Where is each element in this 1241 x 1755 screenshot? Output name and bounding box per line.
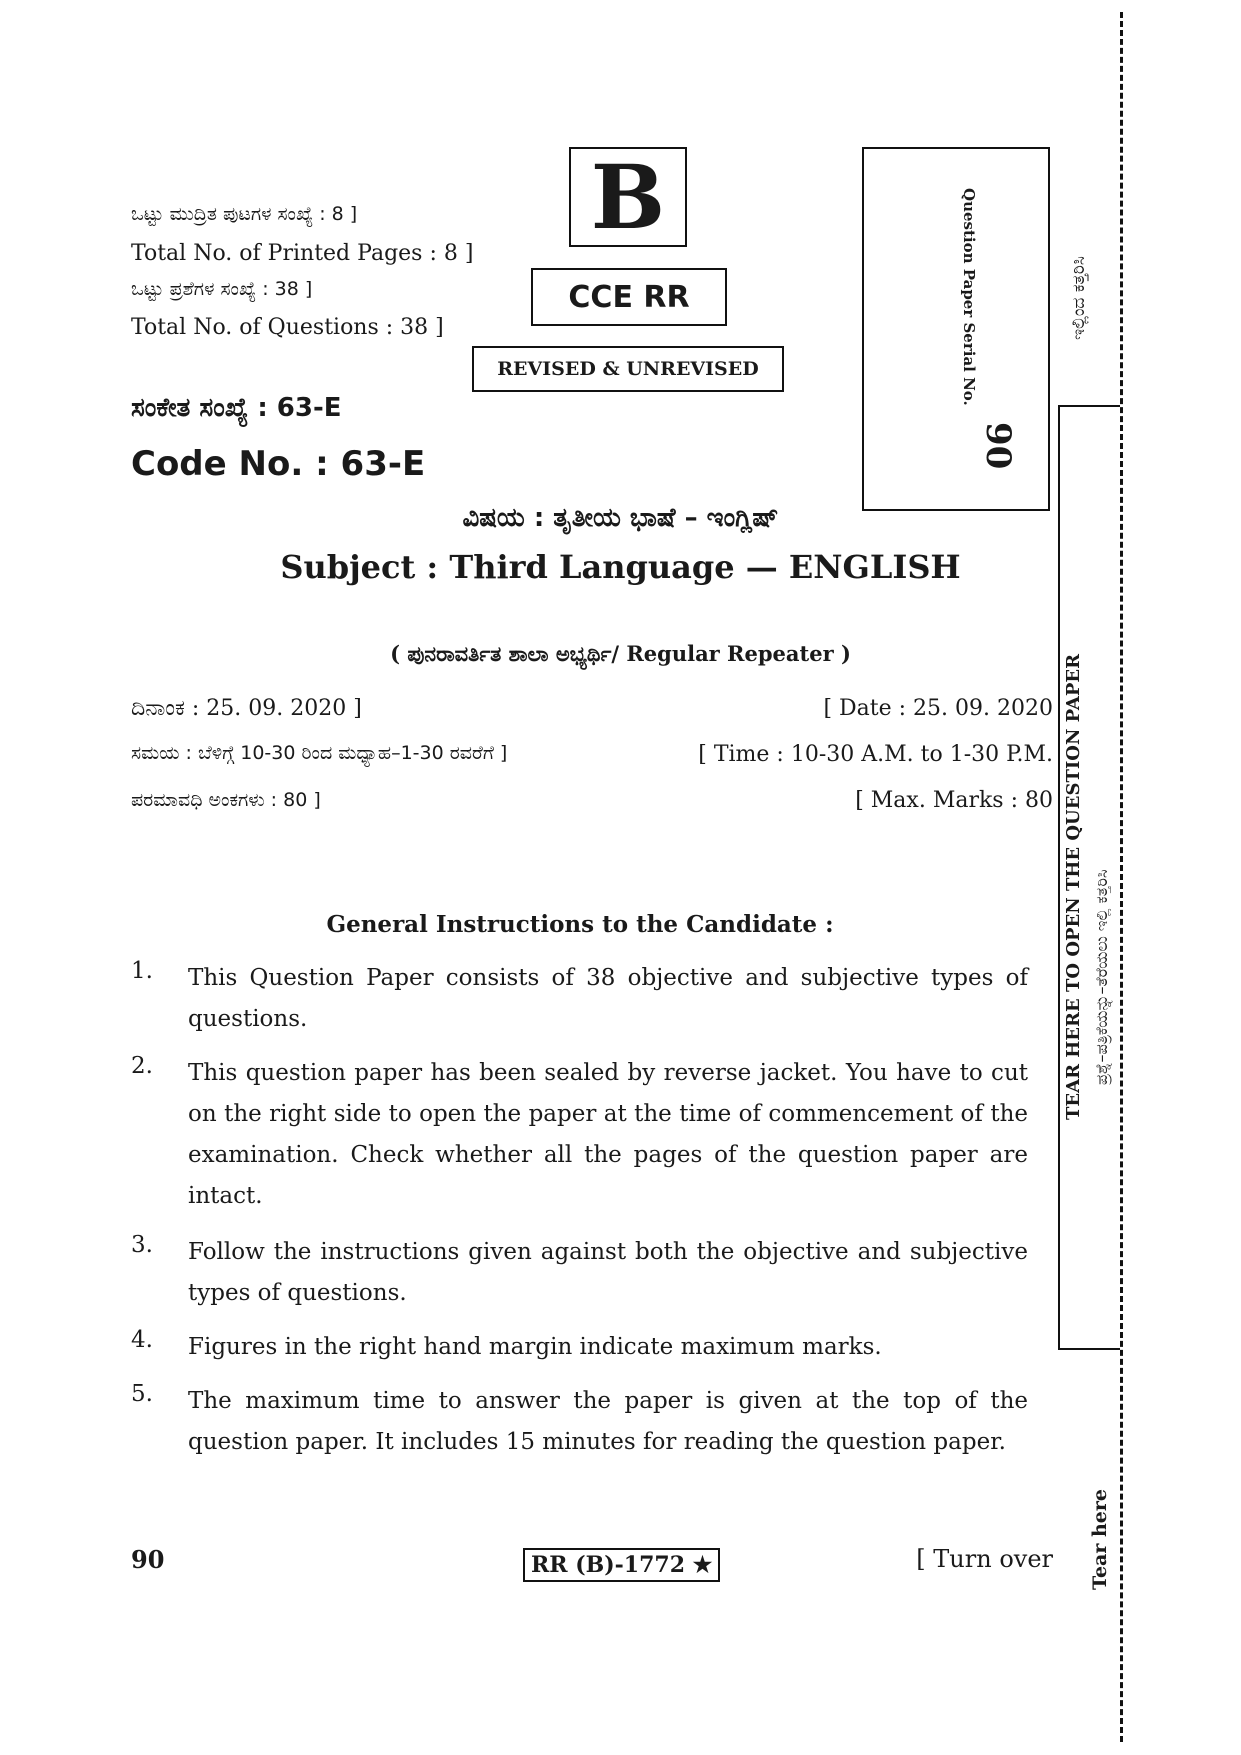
revision-box: REVISED & UNREVISED [472,346,784,392]
candidate-category: ( ಪುನರಾವರ್ತಿತ ಶಾಲಾ ಅಭ್ಯರ್ಥಿ/ Regular Repeater ) [390,641,851,666]
serial-number-label: Question Paper Serial No. [960,188,978,406]
tear-here-label: TEAR HERE TO OPEN THE QUESTION PAPER [1063,653,1084,1120]
instruction-text: This Question Paper consists of 38 objective and subjective types of questions. [188,965,1028,1032]
exam-time: [ Time : 10-30 A.M. to 1-30 P.M. [698,742,1053,767]
serial-number: 90 [978,422,1018,470]
instruction-number: 2. [131,1053,153,1079]
cut-here-kannada-top: ಇಲ್ಲಿಂದ ಕತ್ತರಿಸಿ [1069,256,1089,340]
instruction-number: 4. [131,1327,153,1353]
subject-kannada: ವಿಷಯ : ತೃತೀಯ ಭಾಷೆ – ಇಂಗ್ಲಿಷ್ [462,503,779,533]
instruction-number: 5. [131,1381,153,1407]
total-pages-kannada: ಒಟ್ಟು ಮುದ್ರಿತ ಪುಟಗಳ ಸಂಖ್ಯೆ : 8 ] [131,203,358,225]
code-number-kannada: ಸಂಕೇತ ಸಂಖ್ಯೆ : 63-E [131,393,342,423]
tear-here-bottom: Tear here [1089,1489,1111,1590]
instruction-text: The maximum time to answer the paper is given at the top of the question paper. It includes 15 minutes for reading the question paper. [188,1388,1028,1455]
subject-title: Subject : Third Language — ENGLISH [280,548,961,586]
page-number: 90 [131,1545,165,1574]
version-letter-box: B [569,147,687,247]
instructions-heading: General Instructions to the Candidate : [326,911,834,938]
instruction-text: Follow the instructions given against both the objective and subjective types of questions. [188,1239,1028,1306]
max-marks-kannada: ಪರಮಾವಧಿ ಅಂಕಗಳು : 80 ] [131,789,321,811]
time-kannada: ಸಮಯ : ಬೆಳಿಗ್ಗೆ 10-30 ರಿಂದ ಮಧ್ಯಾಹ–1-30 ರವರೆಗೆ ] [131,742,508,764]
total-pages: Total No. of Printed Pages : 8 ] [131,241,474,266]
instruction-text: This question paper has been sealed by reverse jacket. You have to cut on the right side to open the paper at the time of commencement of the examination. Check whether all the pages of the question paper are intact. [188,1060,1028,1209]
date-kannada: ದಿನಾಂಕ : 25. 09. 2020 ] [131,696,362,721]
code-number: Code No. : 63-E [131,444,426,484]
exam-type-box: CCE RR [531,268,727,326]
turn-over-note: [ Turn over [916,1545,1053,1573]
instruction-number: 1. [131,958,153,984]
total-questions: Total No. of Questions : 38 ] [131,315,444,340]
total-questions-kannada: ಒಟ್ಟು ಪ್ರಶೆಗಳ ಸಂಖ್ಯೆ : 38 ] [131,278,313,300]
max-marks: [ Max. Marks : 80 [855,788,1053,813]
tear-line [1120,12,1123,1742]
serial-number-box [862,147,1050,511]
instruction-text: Figures in the right hand margin indicate maximum marks. [188,1334,882,1360]
booklet-code: RR (B)-1772 ★ [523,1548,720,1582]
exam-date: [ Date : 25. 09. 2020 [823,696,1053,721]
instruction-number: 3. [131,1232,153,1258]
tear-here-kannada: ಪ್ರಶ್ನೆ–ಪತ್ರಿಕೆಯನ್ನು–ತೆರೆಯಲು ಇಲ್ಲಿ ಕತ್ತರಿಸಿ [1092,869,1111,1085]
